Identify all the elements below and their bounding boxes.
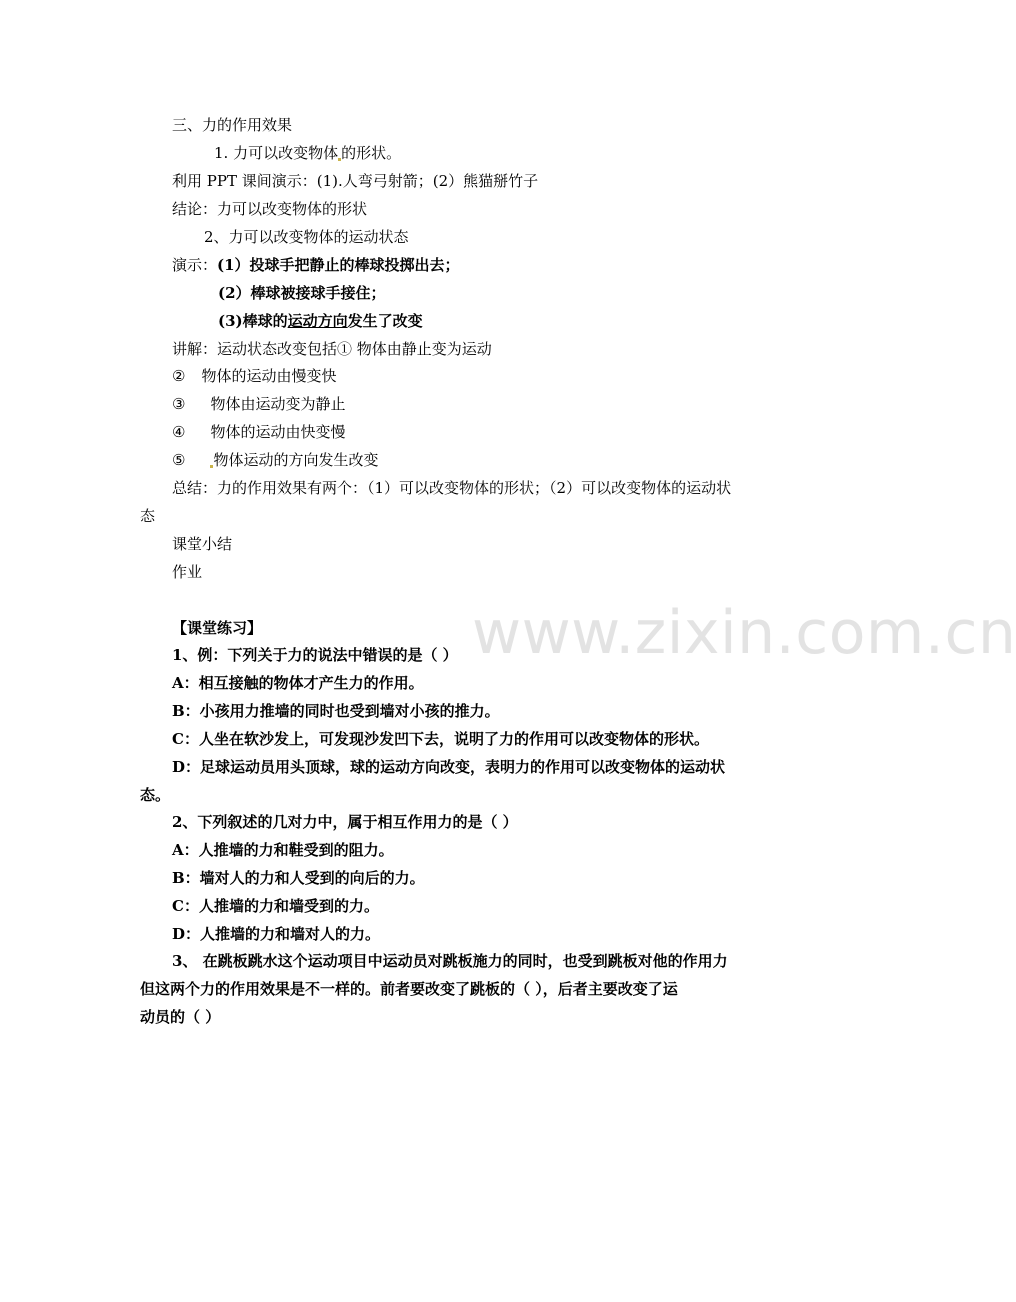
explain-item-3 xyxy=(172,394,345,414)
question-1-option-c: C：人坐在软沙发上，可发现沙发凹下去，说明了力的作用可以改变物体的形状。 xyxy=(172,730,709,748)
conclusion-line: 结论：力可以改变物体的形状 xyxy=(172,200,368,218)
homework: 作业 xyxy=(172,563,203,581)
summary-line-1: 总结：力的作用效果有两个：（1）可以改变物体的形状；（2）可以改变物体的运动状 xyxy=(172,479,732,497)
summary-line-2: 态 xyxy=(140,507,156,525)
question-3-line-2: 但这两个力的作用效果是不一样的。前者要改变了跳板的（ ），后者主要改变了运 xyxy=(140,980,678,998)
item-2: 2、力可以改变物体的运动状态 xyxy=(204,228,409,246)
question-1-option-a: A：相互接触的物体才产生力的作用。 xyxy=(172,674,424,692)
question-2-option-d: D：人推墙的力和墙对人的力。 xyxy=(172,925,381,943)
item-1-tail: 的形状。 xyxy=(341,144,402,162)
question-1: 1、例：下列关于力的说法中错误的是（ ） xyxy=(172,646,458,664)
explain-item-5 xyxy=(172,450,378,470)
question-3-line-3: 动员的（ ） xyxy=(140,1008,221,1026)
explain-item-2 xyxy=(172,366,336,386)
item-1-text: 1. 力可以改变物体 xyxy=(214,144,339,162)
question-3-line-1: 3、 在跳板跳水这个运动项目中运动员对跳板施力的同时，也受到跳板对他的作用力 xyxy=(172,952,728,970)
question-1-option-b: B：小孩用力推墙的同时也受到墙对小孩的推力。 xyxy=(172,702,500,720)
watermark: www.zixin.com.cn xyxy=(472,598,1016,668)
item-1 xyxy=(214,143,401,163)
demo-3-post: 发生了改变 xyxy=(347,312,423,330)
explain-item-4 xyxy=(172,422,345,442)
demo-3-pre: (3)棒球的 xyxy=(218,312,288,330)
class-summary: 课堂小结 xyxy=(172,535,233,553)
demo-line-2: (2）棒球被接球手接住； xyxy=(218,284,386,302)
question-2-option-b: B：墙对人的力和人受到的向后的力。 xyxy=(172,869,425,887)
explain-item-3-num: ③ xyxy=(172,395,186,413)
demo-1-text: (1）投球手把静止的棒球投掷出去； xyxy=(217,256,460,274)
ppt-demo-line: 利用 PPT 课间演示：(1).人弯弓射箭；(2）熊猫掰竹子 xyxy=(172,172,539,190)
demo-3-underlined: 运动方向 xyxy=(287,312,348,330)
section-heading: 三、力的作用效果 xyxy=(172,116,293,134)
question-1-option-d-line-2: 态。 xyxy=(140,786,171,804)
question-1-option-d-line-1: D：足球运动员用头顶球，球的运动方向改变，表明力的作用可以改变物体的运动状 xyxy=(172,758,726,776)
explain-item-3-text: 物体由运动变为静止 xyxy=(210,395,346,413)
question-2: 2、下列叙述的几对力中，属于相互作用力的是（ ） xyxy=(172,813,518,831)
explain-item-2-num: ② xyxy=(172,367,186,385)
question-2-option-a: A：人推墙的力和鞋受到的阻力。 xyxy=(172,841,394,859)
explain-item-5-text: 物体运动的方向发生改变 xyxy=(213,451,379,469)
demo-line-3 xyxy=(218,311,423,331)
demo-line-1 xyxy=(172,255,460,275)
explain-item-4-text: 物体的运动由快变慢 xyxy=(210,423,346,441)
explain-line: 讲解：运动状态改变包括① 物体由静止变为运动 xyxy=(172,340,492,358)
question-2-option-c: C：人推墙的力和墙受到的力。 xyxy=(172,897,379,915)
explain-item-2-text: 物体的运动由慢变快 xyxy=(201,367,337,385)
demo-prefix: 演示： xyxy=(172,256,218,274)
practice-heading: 【课堂练习】 xyxy=(172,619,263,637)
explain-item-4-num: ④ xyxy=(172,423,186,441)
explain-item-5-num: ⑤ xyxy=(172,451,186,469)
